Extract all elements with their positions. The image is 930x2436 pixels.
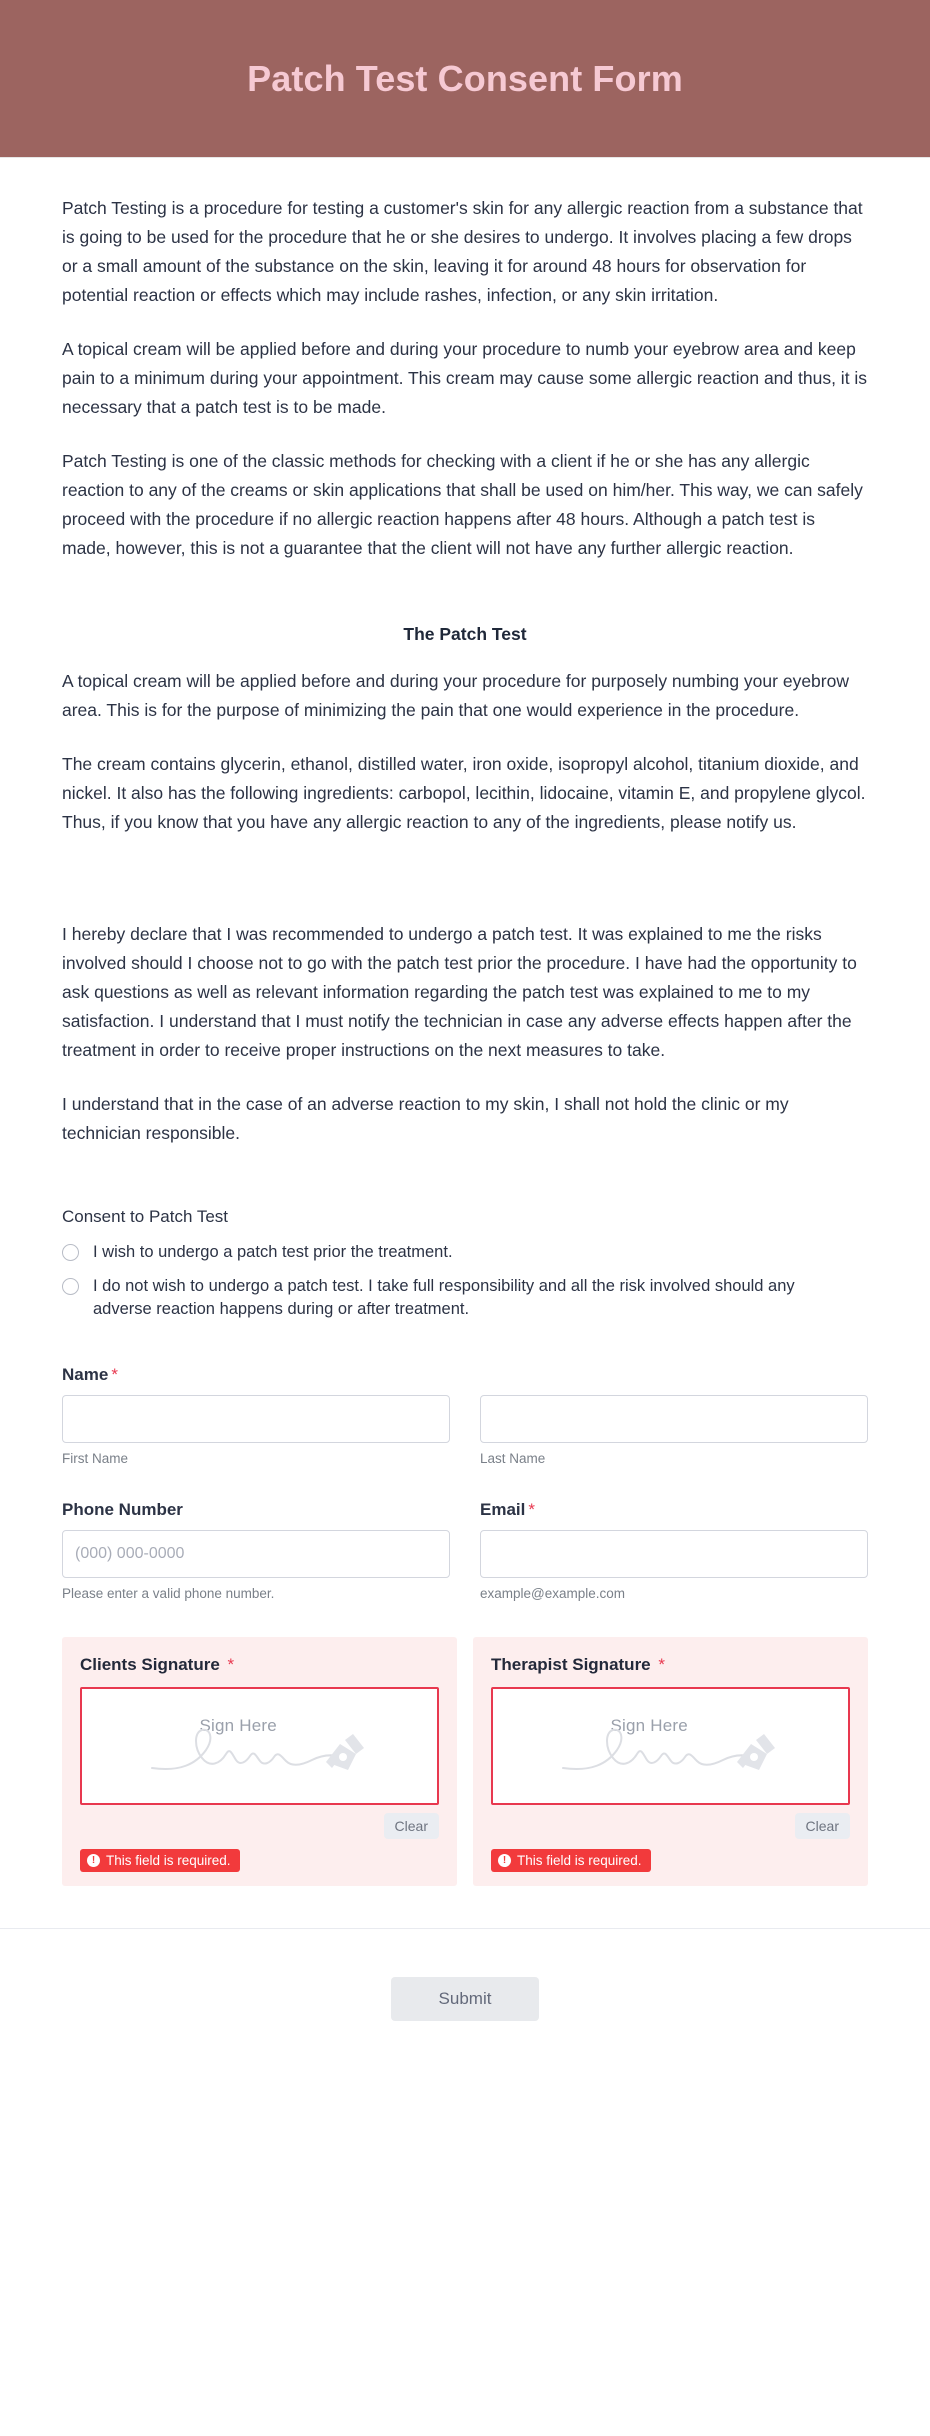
declaration-text-block (62, 920, 868, 1148)
patch-test-heading: The Patch Test (403, 623, 527, 644)
therapist-signature-label (491, 1655, 850, 1675)
radio-icon[interactable] (62, 1244, 79, 1261)
section-spacer (62, 1173, 868, 1207)
last-name-input[interactable] (480, 1395, 868, 1443)
consent-option-yes[interactable] (62, 1241, 868, 1264)
required-marker: * (227, 1655, 235, 1675)
signature-placeholder (493, 1710, 848, 1782)
patch-test-text-block (62, 667, 868, 837)
name-label-text: Name (62, 1365, 109, 1385)
therapist-signature-label-text: Therapist Signature (491, 1655, 651, 1675)
pen-nib-icon (326, 1734, 364, 1770)
name-label (62, 1365, 868, 1385)
email-col (480, 1500, 868, 1601)
exclamation-circle-icon: ! (87, 1854, 100, 1867)
therapist-signature-canvas[interactable] (491, 1687, 850, 1805)
required-marker: * (658, 1655, 665, 1675)
last-name-col (480, 1395, 868, 1466)
contact-inputs-row (62, 1500, 868, 1601)
signature-scribble-icon (150, 1710, 370, 1782)
signature-art (561, 1710, 781, 1782)
clear-therapist-signature-button[interactable]: Clear (795, 1813, 850, 1839)
consent-label: Consent to Patch Test (62, 1207, 229, 1227)
section-spacer (62, 1331, 868, 1365)
patch-test-paragraph: A topical cream will be applied before and during your procedure for purposely numbing your eyebrow area. This is for the purpose of minimizing the pain that one would experience in the procedure. (62, 670, 849, 720)
clients-signature-block (62, 1637, 457, 1886)
form-header (0, 0, 930, 158)
required-marker: * (111, 1365, 118, 1385)
intro-paragraph: Patch Testing is one of the classic methods for checking with a client if he or she has any allergic reaction to any of the creams or skin applications that shall be used on him/her. This way, we can safely proceed with the procedure if no allergic reaction happens after 48 hours. Although a patch test is made, however, this is not a guarantee that the client will not have any further allergic reaction. (62, 451, 863, 559)
signature-art (150, 1710, 370, 1782)
intro-text-block (62, 194, 868, 564)
intro-paragraph: Patch Testing is a procedure for testing a customer's skin for any allergic reaction from a substance that is going to be used for the procedure that he or she desires to undergo. It involves placing a few drops or a small amount of the substance on the skin, leaving it for around 48 hours for observation for potential reaction or effects which may include rashes, infection, or any skin irritation. (62, 198, 863, 306)
form-footer (0, 1928, 930, 2081)
required-marker: * (528, 1500, 535, 1520)
consent-option-label: I do not wish to undergo a patch test. I take full responsibility and all the risk involved should any adverse reaction happens during or after treatment. (93, 1276, 795, 1318)
last-name-sublabel: Last Name (480, 1451, 546, 1467)
clients-signature-canvas[interactable] (80, 1687, 439, 1805)
exclamation-circle-icon: ! (498, 1854, 511, 1867)
first-name-sublabel: First Name (62, 1451, 129, 1467)
first-name-input[interactable] (62, 1395, 450, 1443)
clients-signature-label (80, 1655, 439, 1675)
pen-nib-icon (737, 1734, 775, 1770)
consent-option-no[interactable] (62, 1275, 868, 1322)
email-label (480, 1500, 868, 1520)
clients-signature-label-text: Clients Signature (80, 1655, 220, 1675)
signature-scribble-icon (561, 1710, 781, 1782)
section-spacer (62, 1466, 868, 1500)
first-name-col (62, 1395, 450, 1466)
therapist-signature-footer (491, 1813, 850, 1839)
clients-signature-error (80, 1849, 240, 1872)
page-title: Patch Test Consent Form (247, 57, 683, 99)
name-field-block (62, 1365, 868, 1466)
therapist-signature-block (473, 1637, 868, 1886)
consent-option-label: I wish to undergo a patch test prior the treatment. (93, 1243, 453, 1262)
sign-here-label: Sign Here (610, 1716, 688, 1736)
phone-sublabel: Please enter a valid phone number. (62, 1586, 275, 1602)
intro-paragraph: A topical cream will be applied before and during your procedure to numb your eyebrow area and keep pain to a minimum during your appointment. This cream may cause some allergic reaction and thus, it is necessary that a patch test is to be made. (62, 339, 868, 418)
patch-test-paragraph: The cream contains glycerin, ethanol, distilled water, iron oxide, isopropyl alcohol, titanium dioxide, and nickel. It also has the following ingredients: carbopol, lecithin, lidocaine, vitamin E, and propylene glycol. Thus, if you know that you have any allergic reaction to any of the ingredients, please notify us. (62, 753, 866, 832)
signature-placeholder (82, 1710, 437, 1782)
therapist-signature-error (491, 1849, 651, 1872)
consent-field-block (62, 1207, 868, 1321)
error-text: This field is required. (517, 1853, 642, 1869)
phone-label: Phone Number (62, 1500, 183, 1520)
email-input[interactable] (480, 1530, 868, 1578)
declaration-paragraph: I understand that in the case of an adverse reaction to my skin, I shall not hold the clinic or my technician responsible. (62, 1093, 789, 1144)
sign-here-label: Sign Here (199, 1716, 277, 1736)
section-spacer (62, 862, 868, 920)
submit-button[interactable]: Submit (391, 1977, 539, 2021)
name-inputs-row (62, 1395, 868, 1466)
clients-signature-footer (80, 1813, 439, 1839)
signatures-row (62, 1637, 868, 1886)
clear-clients-signature-button[interactable]: Clear (384, 1813, 439, 1839)
form-body (0, 158, 930, 1886)
phone-col (62, 1500, 450, 1601)
radio-icon[interactable] (62, 1278, 79, 1295)
phone-input[interactable] (62, 1530, 450, 1578)
declaration-paragraph: I hereby declare that I was recommended to undergo a patch test. It was explained to me the risks involved should I choose not to go with the patch test prior the procedure. I have had the opportunity to ask questions as well as relevant information regarding the patch test was explained to me to my satisfaction. I understand that I must notify the technician in case any adverse effects happen after the treatment in order to receive proper instructions on the next measures to take. (62, 923, 857, 1060)
email-sublabel: example@example.com (480, 1586, 626, 1602)
error-text: This field is required. (106, 1853, 231, 1869)
email-label-text: Email (480, 1500, 526, 1520)
